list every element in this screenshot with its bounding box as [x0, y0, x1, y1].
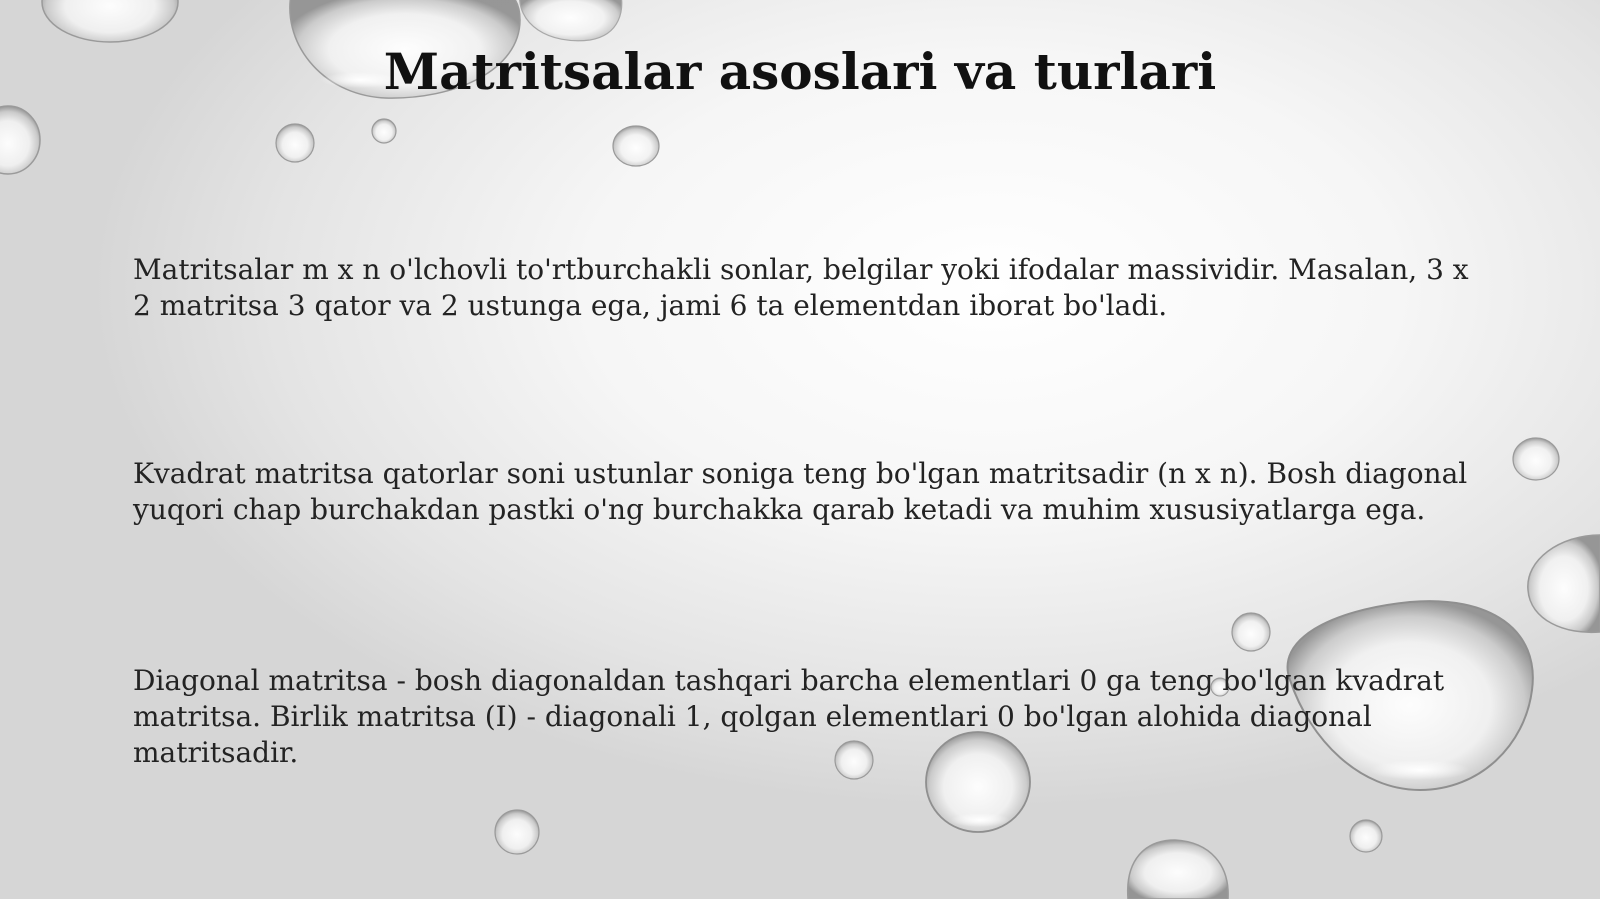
droplet: [372, 119, 396, 143]
droplet: [1350, 820, 1382, 852]
droplet: [0, 106, 40, 174]
paragraph-square-matrix: Kvadrat matritsa qatorlar soni ustunlar soniga teng bo'lgan matritsadir (n x n). Bosh diagonal yuqori chap burchakdan pastki o'ng burchakka qarab ketadi va muhim xususiyatlarga ega.: [133, 457, 1468, 526]
droplet: [1128, 840, 1228, 899]
slide-title: Matritsalar asoslari va turlari: [383, 42, 1217, 101]
paragraph-matrix-definition: Matritsalar m x n o'lchovli to'rtburchakli sonlar, belgilar yoki ifodalar massividir. Masalan, 3 x 2 matritsa 3 qator va 2 ustunga ega, jami 6 ta elementdan iborat bo'ladi.: [133, 253, 1469, 322]
droplet: [276, 124, 314, 162]
droplet: [1528, 535, 1600, 632]
droplet: [495, 810, 539, 854]
droplet: [613, 126, 659, 166]
droplet: [42, 0, 178, 42]
droplet: [520, 0, 622, 41]
droplet: [1513, 438, 1559, 480]
droplet: [1232, 613, 1270, 651]
paragraph-diagonal-matrix: Diagonal matritsa - bosh diagonaldan tashqari barcha elementlari 0 ga teng bo'lgan kvadrat matritsa. Birlik matritsa (I) - diagonali 1, qolgan elementlari 0 bo'lgan alohida diagonal matritsadir.: [133, 664, 1445, 769]
